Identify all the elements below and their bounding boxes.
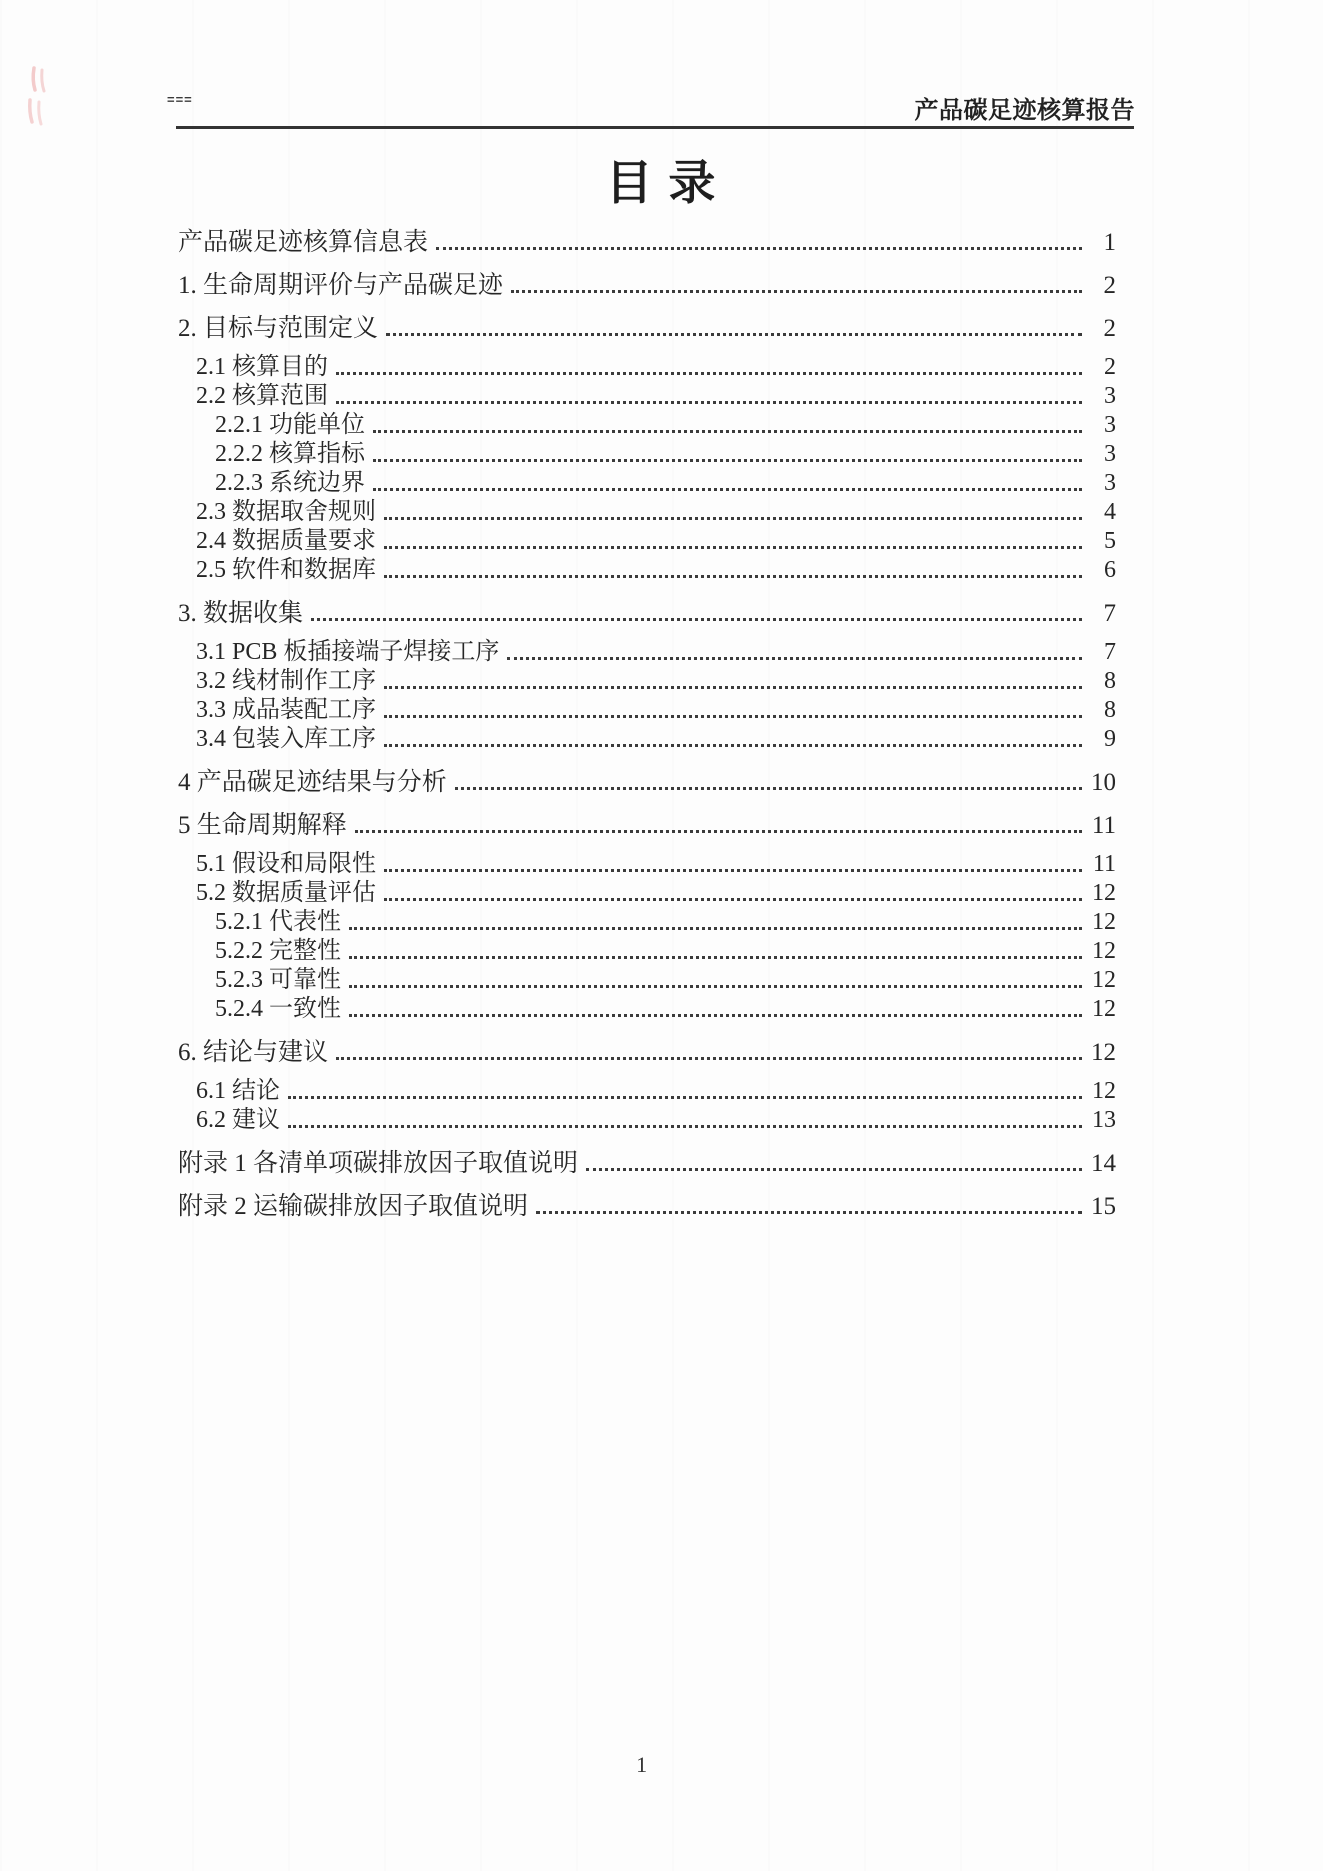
toc-entry-label: 5.2.4 一致性 [215, 996, 341, 1022]
toc-dot-leader [368, 469, 1085, 498]
header-left-mark: === [167, 92, 193, 107]
toc-entry [178, 879, 1116, 908]
toc-entry-label: 3.3 成品装配工序 [196, 697, 376, 723]
toc-dot-leader [379, 556, 1085, 585]
toc-entry-label: 2.2.3 系统边界 [215, 470, 365, 496]
toc-entry [178, 440, 1116, 469]
toc-entry [178, 469, 1116, 498]
toc-entry-page: 12 [1092, 938, 1116, 964]
toc-entry-page: 9 [1104, 726, 1116, 752]
toc-entry-label: 6.1 结论 [196, 1078, 280, 1104]
toc-entry-label: 3.2 线材制作工序 [196, 668, 376, 694]
toc-entry-page: 12 [1092, 1078, 1116, 1104]
toc-dot-leader [506, 271, 1085, 300]
toc-entry-label: 2.4 数据质量要求 [196, 528, 376, 554]
toc-entry [178, 811, 1116, 840]
toc-entry [178, 725, 1116, 754]
toc-entry-label: 2.2 核算范围 [196, 383, 328, 409]
toc-dot-leader [283, 1077, 1085, 1106]
toc-dot-leader [331, 382, 1085, 411]
toc-dot-leader [379, 696, 1085, 725]
toc-entry [178, 411, 1116, 440]
toc-entry-label: 2.2.1 功能单位 [215, 412, 365, 438]
toc-entry [178, 527, 1116, 556]
toc-entry-page: 5 [1104, 528, 1116, 554]
toc-entry-label: 5.1 假设和局限性 [196, 851, 376, 877]
toc-entry-page: 4 [1104, 499, 1116, 525]
toc-dot-leader [379, 527, 1085, 556]
toc-entry [178, 1149, 1116, 1178]
toc-entry-label: 附录 2 运输碳排放因子取值说明 [178, 1193, 529, 1220]
toc-entry-page: 15 [1091, 1193, 1116, 1220]
toc-entry-page: 12 [1092, 909, 1116, 935]
toc-entry-page: 2 [1104, 354, 1116, 380]
toc-dot-leader [379, 879, 1085, 908]
toc-entry [178, 696, 1116, 725]
toc-entry-label: 6.2 建议 [196, 1107, 280, 1133]
toc-entry-label: 2.2.2 核算指标 [215, 441, 365, 467]
toc-entry-label: 2.5 软件和数据库 [196, 557, 376, 583]
toc-entry-label: 4 产品碳足迹结果与分析 [178, 769, 447, 796]
toc-entry [178, 382, 1116, 411]
toc-entry [178, 1077, 1116, 1106]
toc-entry-label: 5.2.1 代表性 [215, 909, 341, 935]
toc-entry [178, 966, 1116, 995]
toc-entry-label: 2.1 核算目的 [196, 354, 328, 380]
red-pen-marks [18, 64, 64, 130]
toc-entry [178, 1192, 1116, 1221]
header-document-title: 产品碳足迹核算报告 [914, 97, 1135, 124]
toc-dot-leader [450, 768, 1085, 797]
toc-dot-leader [368, 411, 1085, 440]
toc-entry [178, 908, 1116, 937]
toc-dot-leader [368, 440, 1085, 469]
toc-dot-leader [379, 725, 1085, 754]
toc-entry [178, 498, 1116, 527]
toc-entry-page: 12 [1092, 880, 1116, 906]
toc-entry-label: 2. 目标与范围定义 [178, 315, 379, 342]
toc-dot-leader [531, 1192, 1085, 1221]
toc-entry-label: 5.2 数据质量评估 [196, 880, 376, 906]
toc-entry [178, 995, 1116, 1024]
toc-dot-leader [331, 1038, 1085, 1067]
toc-entry-page: 8 [1104, 668, 1116, 694]
toc-entry-label: 1. 生命周期评价与产品碳足迹 [178, 272, 504, 299]
toc-dot-leader [344, 937, 1085, 966]
header-rule [176, 126, 1134, 129]
toc-entry [178, 228, 1116, 257]
toc-dot-leader [331, 353, 1085, 382]
toc-dot-leader [381, 314, 1085, 343]
toc-entry-page: 7 [1104, 639, 1116, 665]
toc-entry-page: 3 [1104, 383, 1116, 409]
toc-dot-leader [344, 966, 1085, 995]
toc-dot-leader [283, 1106, 1085, 1135]
toc-dot-leader [431, 228, 1085, 257]
toc-entry-label: 6. 结论与建议 [178, 1039, 329, 1066]
toc-entry-page: 2 [1103, 315, 1116, 342]
toc-entry [178, 1106, 1116, 1135]
footer-page-number: 1 [636, 1752, 648, 1777]
toc-entry [178, 937, 1116, 966]
toc-entry-label: 3.1 PCB 板插接端子焊接工序 [196, 639, 500, 665]
toc-entry-page: 12 [1092, 967, 1116, 993]
toc-entry [178, 599, 1116, 628]
toc-dot-leader [379, 850, 1085, 879]
toc-entry-label: 3. 数据收集 [178, 600, 304, 627]
toc-entry [178, 1038, 1116, 1067]
toc-entry-page: 12 [1092, 996, 1116, 1022]
toc-entry [178, 768, 1116, 797]
toc-entry-page: 1 [1103, 229, 1116, 256]
toc-entry-page: 11 [1092, 851, 1116, 877]
toc-entry-page: 14 [1091, 1150, 1116, 1177]
toc-dot-leader [344, 908, 1085, 937]
toc-entry-page: 3 [1104, 412, 1116, 438]
toc-entry [178, 638, 1116, 667]
toc-entry-page: 2 [1103, 272, 1116, 299]
page-title: 目 录 [605, 158, 718, 210]
toc-dot-leader [581, 1149, 1085, 1178]
toc-entry-label: 5.2.2 完整性 [215, 938, 341, 964]
toc-list [178, 228, 1116, 1221]
toc-dot-leader [379, 667, 1085, 696]
toc-entry [178, 314, 1116, 343]
toc-dot-leader [306, 599, 1085, 628]
toc-entry-label: 5.2.3 可靠性 [215, 967, 341, 993]
toc-dot-leader [379, 498, 1085, 527]
toc-entry [178, 353, 1116, 382]
toc-entry-label: 2.3 数据取舍规则 [196, 499, 376, 525]
toc-entry-label: 5 生命周期解释 [178, 812, 347, 839]
toc-entry-label: 3.4 包装入库工序 [196, 726, 376, 752]
toc-entry-page: 8 [1104, 697, 1116, 723]
toc-entry-label: 产品碳足迹核算信息表 [178, 229, 429, 256]
toc-entry-page: 11 [1091, 812, 1116, 839]
toc-dot-leader [502, 638, 1085, 667]
toc-entry-page: 13 [1092, 1107, 1116, 1133]
toc-entry-label: 附录 1 各清单项碳排放因子取值说明 [178, 1150, 579, 1177]
toc-entry-page: 7 [1103, 600, 1116, 627]
toc-entry [178, 271, 1116, 300]
toc-entry [178, 667, 1116, 696]
toc-entry [178, 556, 1116, 585]
toc-dot-leader [344, 995, 1085, 1024]
toc-entry-page: 10 [1091, 769, 1116, 796]
toc-entry-page: 3 [1104, 470, 1116, 496]
toc-entry-page: 12 [1091, 1039, 1116, 1066]
toc-entry-page: 3 [1104, 441, 1116, 467]
toc-dot-leader [350, 811, 1085, 840]
toc-entry-page: 6 [1104, 557, 1116, 583]
toc-entry [178, 850, 1116, 879]
